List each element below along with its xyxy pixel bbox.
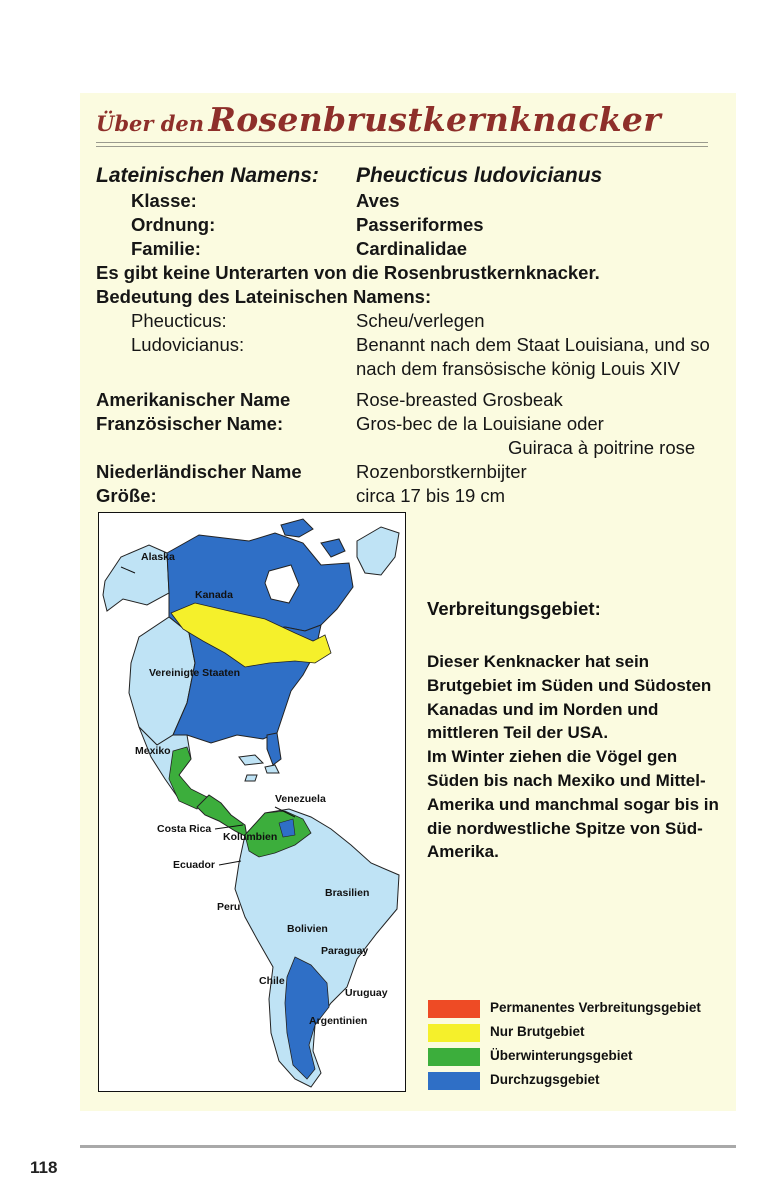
map-label-argentinien: Argentinien [309, 1015, 368, 1027]
map-label-usa: Vereinigte Staaten [149, 667, 241, 679]
order-label: Ordnung: [131, 214, 216, 235]
legend-swatch-migration [428, 1072, 480, 1090]
map-label-chile: Chile [259, 975, 285, 987]
map-label-bolivien: Bolivien [287, 923, 328, 935]
footer-rule [80, 1145, 736, 1148]
legend-swatch-breeding [428, 1024, 480, 1042]
latin-value: Pheucticus ludovicianus [356, 164, 603, 187]
legend-label-permanent: Permanentes Verbreitungsgebiet [490, 1000, 701, 1015]
american-name-label: Amerikanischer Name [96, 389, 291, 410]
title-rule [96, 142, 708, 143]
meaning-value-ludovicianus-2: nach dem fransösische könig Louis XIV [356, 358, 680, 379]
page-title [96, 100, 661, 139]
map-label-brasilien: Brasilien [325, 887, 370, 899]
map-label-kanada: Kanada [195, 589, 233, 601]
latin-label: Lateinischen Namens: [96, 164, 319, 187]
size-value: circa 17 bis 19 cm [356, 485, 506, 506]
title-prefix: Über den [96, 111, 205, 136]
map-label-uruguay: Uruguay [345, 987, 388, 999]
legend-label-migration: Durchzugsgebiet [490, 1072, 600, 1087]
legend-label-wintering: Überwinterungsgebiet [490, 1048, 633, 1063]
subspecies-note: Es gibt keine Unterarten von die Rosenbrustkernknacker. [96, 262, 600, 283]
range-map [98, 512, 406, 1092]
americas-map-graphic [99, 513, 404, 1090]
map-label-costa-rica: Costa Rica [157, 823, 212, 835]
legend-swatch-wintering [428, 1048, 480, 1066]
distribution-paragraph-1: Dieser Kenknacker hat sein Brutgebiet im Süden und Südosten Kanadas und im Norden und mittleren Teil der USA. [427, 652, 712, 743]
map-label-kolumbien: Kolumbien [223, 831, 278, 843]
distribution-paragraph-2: Im Winter ziehen die Vögel gen Süden bis nach Mexiko und Mittel-Amerika und manchmal sogar bis in die nordwestliche Spitze von Süd-Amerika. [427, 747, 719, 862]
distribution-text [427, 650, 729, 864]
class-label: Klasse: [131, 190, 197, 211]
dutch-name-label: Niederländischer Name [96, 461, 302, 482]
map-label-peru: Peru [217, 901, 241, 913]
class-value: Aves [356, 190, 400, 211]
page-number: 118 [30, 1158, 58, 1177]
meaning-label-pheucticus: Pheucticus: [131, 310, 227, 331]
order-value: Passeriformes [356, 214, 484, 235]
legend-label-breeding: Nur Brutgebiet [490, 1024, 585, 1039]
family-label: Familie: [131, 238, 201, 259]
map-label-mexiko: Mexiko [135, 745, 171, 757]
map-label-ecuador: Ecuador [173, 859, 216, 871]
legend-swatch-permanent [428, 1000, 480, 1018]
map-label-venezuela: Venezuela [275, 793, 326, 805]
french-name-label: Französischer Name: [96, 413, 284, 434]
map-label-alaska: Alaska [141, 551, 175, 563]
title-rule-lower [96, 146, 708, 147]
map-label-paraguay: Paraguay [321, 945, 369, 957]
meaning-label-ludovicianus: Ludovicianus: [131, 334, 245, 355]
meaning-heading: Bedeutung des Lateinischen Namens: [96, 286, 432, 307]
french-name-value: Gros-bec de la Louisiane oder [356, 413, 604, 434]
distribution-heading: Verbreitungsgebiet: [427, 598, 601, 619]
family-value: Cardinalidae [356, 238, 468, 259]
american-name-value: Rose-breasted Grosbeak [356, 389, 563, 410]
dutch-name-value: Rozenborstkernbijter [356, 461, 527, 482]
title-main: Rosenbrustkernknacker [208, 100, 661, 139]
french-name-value-2: Guiraca à poitrine rose [508, 437, 696, 458]
meaning-value-ludovicianus: Benannt nach dem Staat Louisiana, und so [356, 334, 710, 355]
meaning-value-pheucticus: Scheu/verlegen [356, 310, 485, 331]
size-label: Größe: [96, 485, 157, 506]
